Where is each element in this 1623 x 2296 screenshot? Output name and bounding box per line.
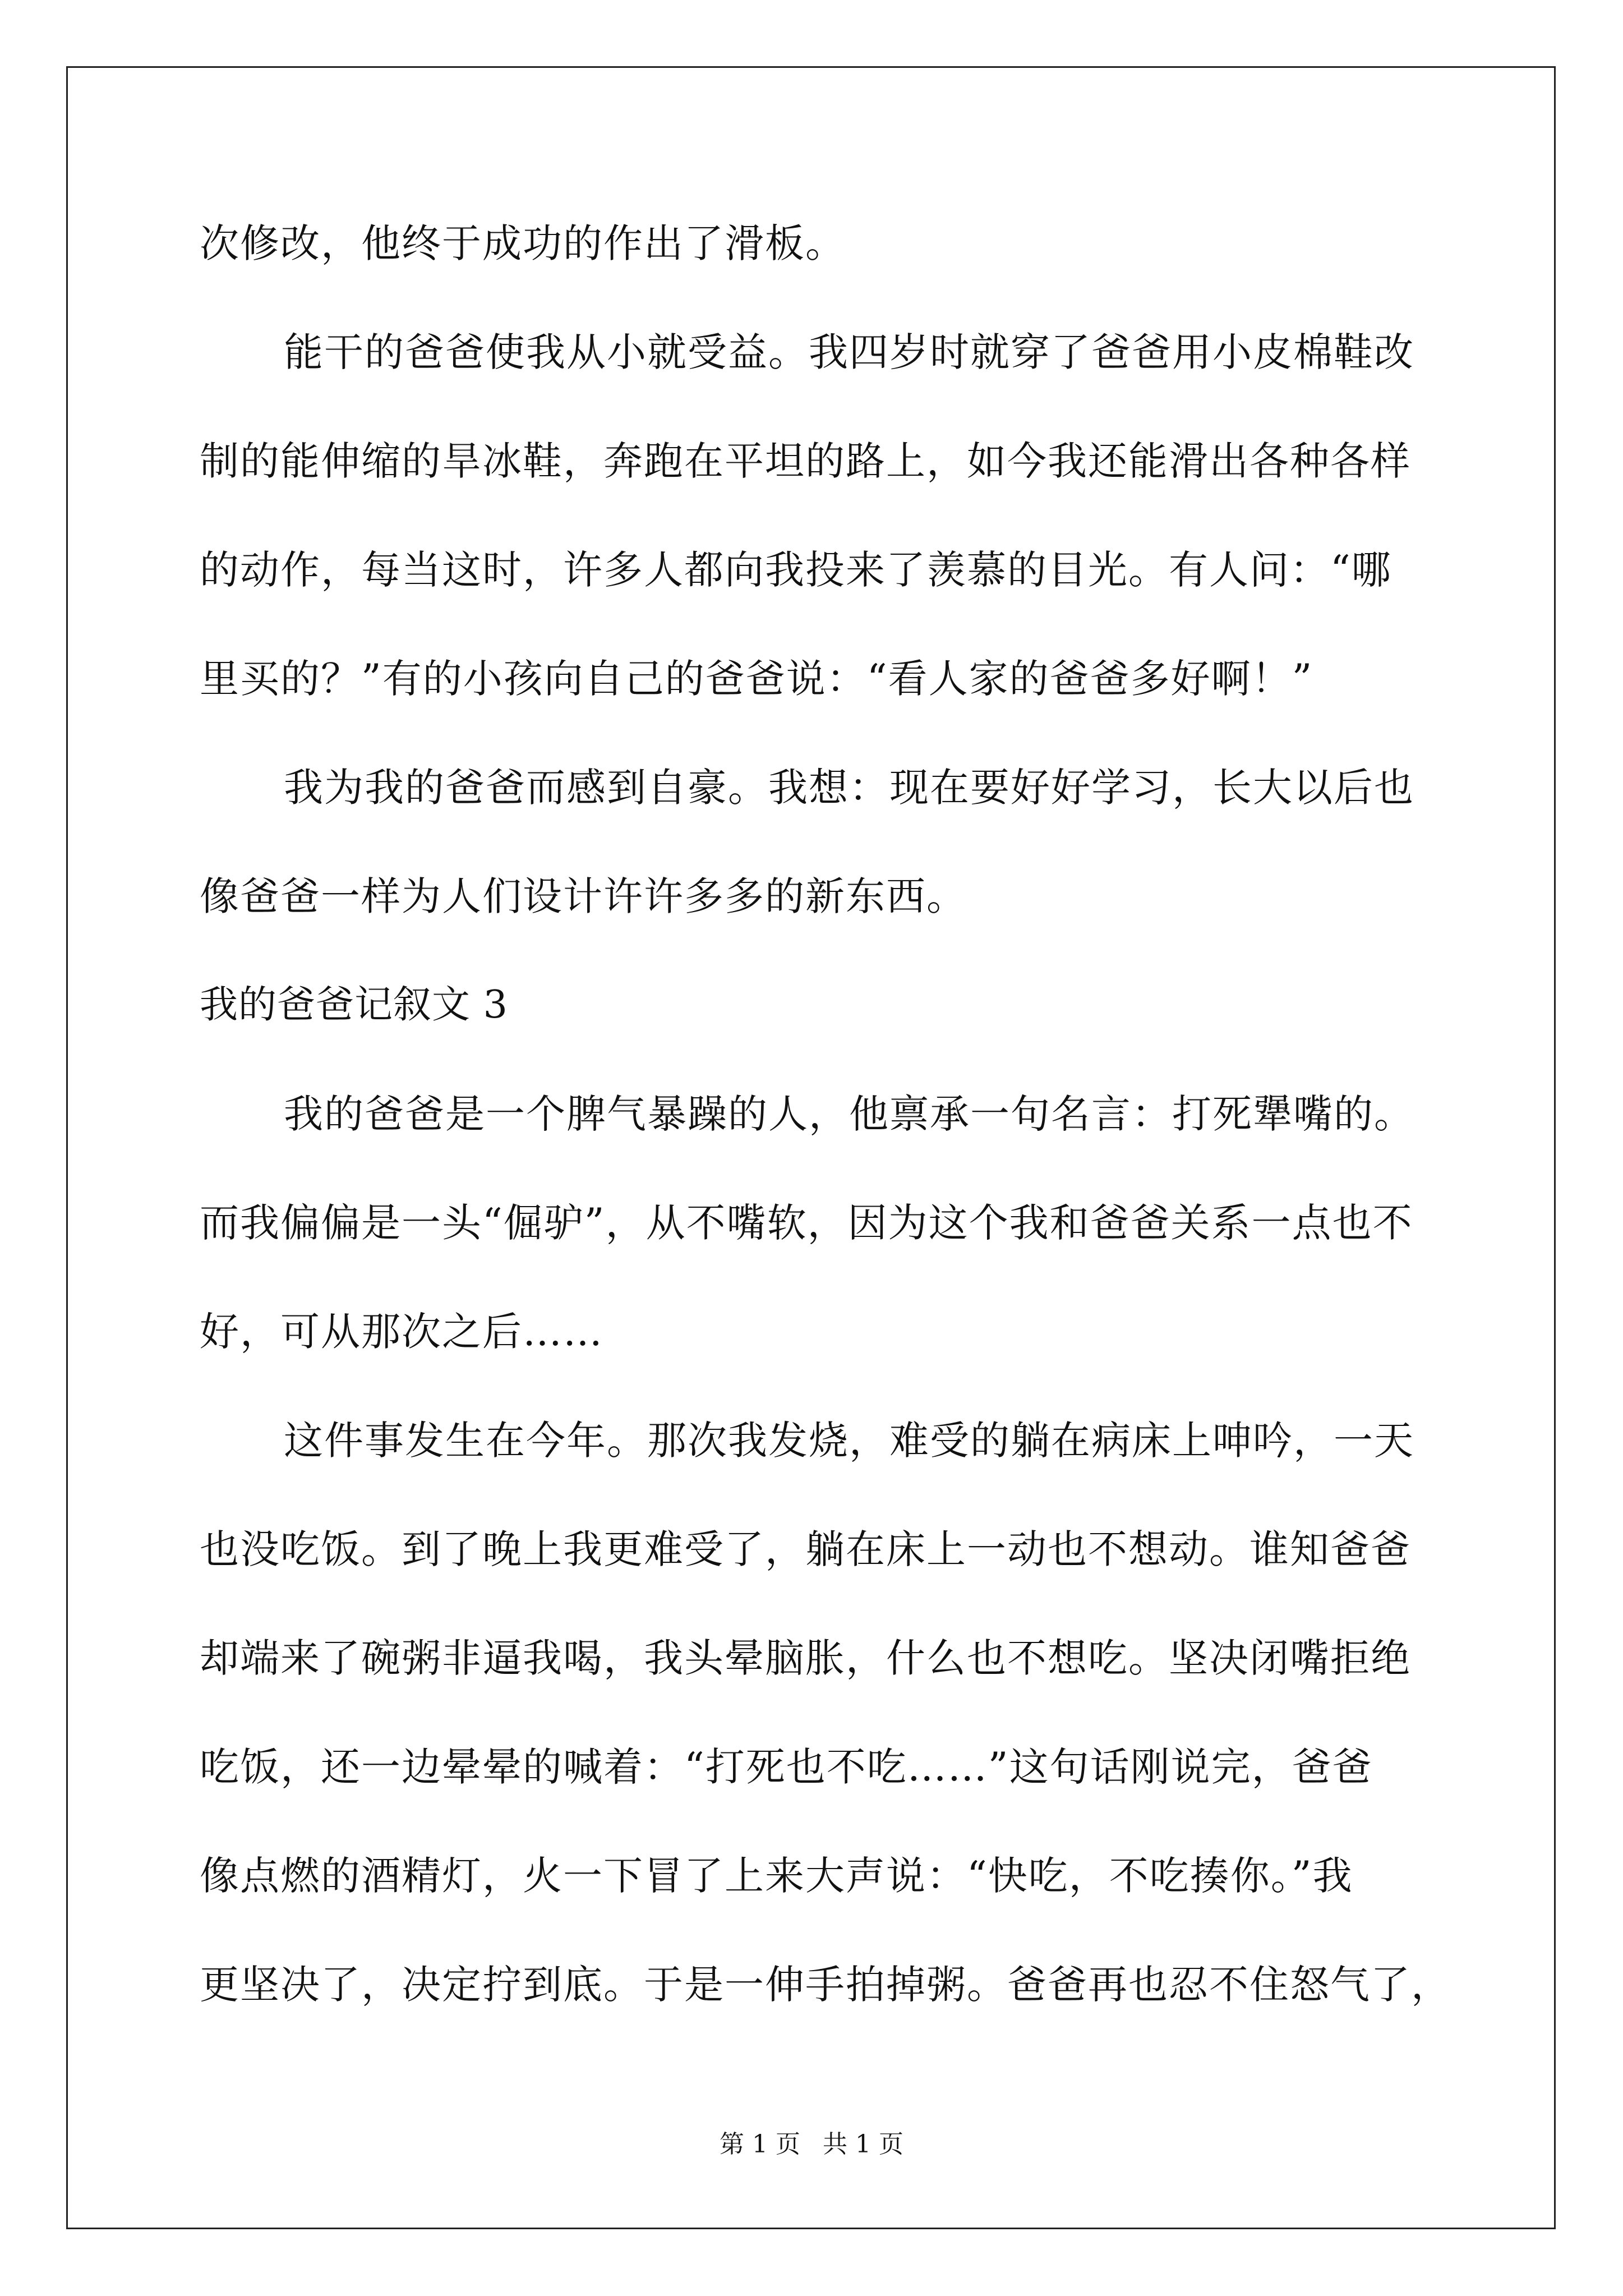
text-line: 吃饭，还一边晕晕的喊着：“打死也不吃……”这句话刚说完，爸爸	[200, 1744, 1373, 1790]
text-line: 却端来了碗粥非逼我喝，我头晕脑胀，什么也不想吃。坚决闭嘴拒绝	[200, 1635, 1411, 1681]
text-line: 更坚决了，决定拧到底。于是一伸手拍掉粥。爸爸再也忍不住怒气了，	[200, 1962, 1451, 2008]
text-line: 像爸爸一样为人们设计许许多多的新东西。	[200, 873, 967, 919]
paragraph-first-line: 能干的爸爸使我从小就受益。我四岁时就穿了爸爸用小皮棉鞋改	[284, 329, 1414, 375]
text-line: 制的能伸缩的旱冰鞋，奔跑在平坦的路上，如今我还能滑出各种各样	[200, 438, 1411, 484]
text-line: 像点燃的酒精灯，火一下冒了上来大声说：“快吃，不吃揍你。”我	[200, 1853, 1353, 1899]
text-line: 好，可从那次之后……	[200, 1309, 603, 1355]
text-line: 次修改，他终于成功的作出了滑板。	[200, 220, 846, 266]
text-line: 而我偏偏是一头“倔驴”，从不嘴软，因为这个我和爸爸关系一点也不	[200, 1200, 1413, 1246]
page-number: 第 1 页	[720, 2130, 800, 2159]
paragraph-first-line: 我的爸爸是一个脾气暴躁的人，他禀承一句名言：打死犟嘴的。	[284, 1091, 1414, 1137]
page-total: 共 1 页	[823, 2130, 903, 2159]
page-footer	[0, 2128, 1623, 2161]
text-line: 也没吃饭。到了晚上我更难受了，躺在床上一动也不想动。谁知爸爸	[200, 1526, 1411, 1572]
text-line: 里买的？”有的小孩向自己的爸爸说：“看人家的爸爸多好啊！”	[200, 656, 1313, 702]
section-heading: 我的爸爸记叙文 3	[200, 983, 508, 1027]
document-body	[200, 215, 1451, 2013]
text-line: 的动作，每当这时，许多人都向我投来了羡慕的目光。有人问：“哪	[200, 547, 1392, 593]
paragraph-first-line: 这件事发生在今年。那次我发烧，难受的躺在病床上呻吟，一天	[284, 1418, 1414, 1464]
paragraph-first-line: 我为我的爸爸而感到自豪。我想：现在要好好学习，长大以后也	[284, 765, 1414, 811]
